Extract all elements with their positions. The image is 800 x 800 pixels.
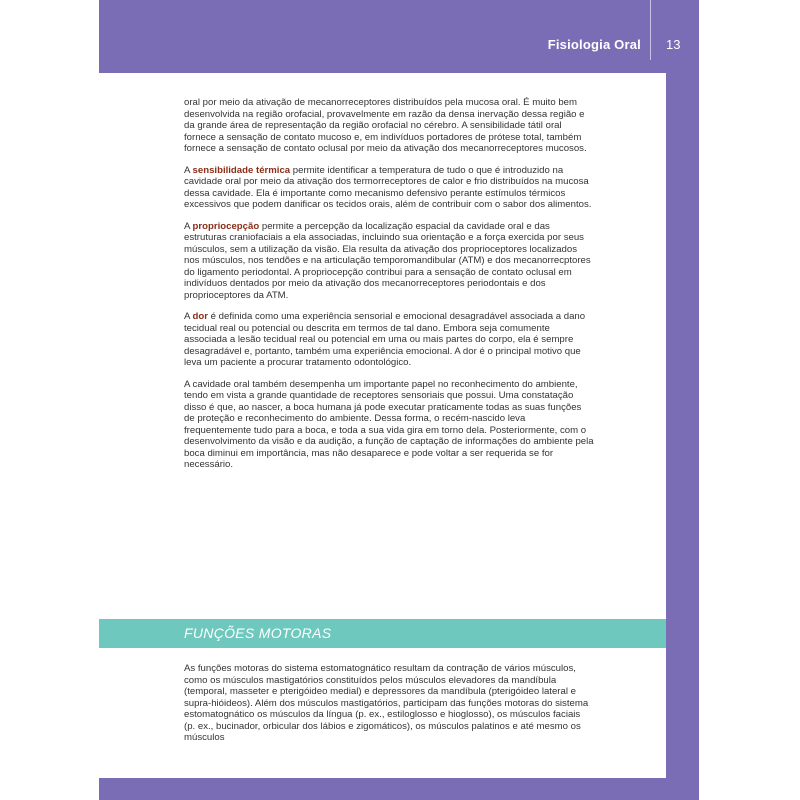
paragraph-proprioception [184,221,594,302]
body-text [184,97,594,471]
section-banner [99,619,666,648]
term-thermal-sensitivity: sensibilidade térmica [192,164,291,176]
paragraph-text: é definida como uma experiência sensorial e emocional desagradável associada a dano tecidual real ou potencial ou descrita em termos de tal dano. Embora seja comumente associada a lesão tecidual real ou potencial em uma ou mais partes do corpo, ela é sempre desagradável e, portanto, também uma experiência emocional. A dor é o principal motivo que leva um paciente a procurar tratamento odontológico. [184,311,586,368]
page-frame [99,0,699,800]
paragraph-environment [184,379,594,471]
term-proprioception: propriocepção [192,220,260,232]
paragraph-motor-functions: As funções motoras do sistema estomatognático resultam da contração de vários músculos, como os músculos mastigatórios constituídos pelos músculos elevadores da mandíbula (temporal, masseter e pterigóideo medial) e depressores da mandíbula (pterigóideo lateral e supra-hióideos). Além dos músculos mastigatórios, participam das funções motoras do sistema estomatognático os músculos da língua (p. ex., estiloglosso e hioglosso), os músculos faciais (p. ex., bucinador, orbicular dos lábios e zigomáticos), os músculos palatinos e até mesmo os músculos [184,663,589,743]
section-title: FUNÇÕES MOTORAS [184,625,332,641]
paragraph-pain [184,311,594,369]
paragraph-lead: A [184,311,193,322]
section-body [184,663,594,744]
paragraph-thermal [184,165,594,211]
paragraph-text: permite identificar a temperatura de tudo o que é introduzido na cavidade oral por meio da ativação dos termorreceptores de calor e frio distribuídos na mucosa dessa cavidade. Ela é importante como mecanismo defensivo perante estímulos térmicos excessivos que podem danificar os tecidos orais, além de contribuir com o sabor dos alimentos. [184,164,592,210]
paragraph-text: oral por meio da ativação de mecanorreceptores distribuídos pela mucosa oral. É muito bem desenvolvida na região orofacial, provavelmente em razão da densa inervação dessa região e da grande área de representação da região orofacial no cérebro. A sensibilidade tátil oral fornece a sensação de contato mucoso e, em indivíduos portadores de prótese total, também fornece a sensação de contato oclusal por meio da ativação dos mecanorreceptores mucosos. [184,97,587,154]
paragraph-lead: A [184,220,193,232]
running-title: Fisiologia Oral [547,37,641,52]
paragraph-tactile [184,97,594,155]
header-divider [650,0,651,60]
page-sheet [99,73,666,778]
paragraph-text: permite a percepção da localização espacial da cavidade oral e das estruturas craniofaciais a ela associadas, incluindo sua orientação e a força exercida por seus músculos, sem a utilização da visão. Ela resulta da ativação dos proprioceptores localizados nos músculos, nos tendões e na articulação temporomandibular (ATM) e dos mecanorrecptores do ligamento periodontal. A propriocepção contribui para a sensação de contato oclusal em indivíduos dentados por meio da ativação dos mecanorreceptores periodontais e dos proprioceptores da ATM. [184,220,591,301]
paragraph-lead: A [184,164,193,176]
page-header [99,0,699,73]
page-number: 13 [666,37,681,52]
term-pain: dor [192,311,209,322]
paragraph-text: A cavidade oral também desempenha um importante papel no reconhecimento do ambiente, tendo em vista a grande quantidade de receptores sensoriais que possui. Uma constatação disso é que, ao nascer, a boca humana já pode executar praticamente todas as suas funções de proteção e reconhecimento do ambiente. Dessa forma, o recém-nascido leva frequentemente tudo para a boca, e toda a sua vida gira em torno dela. Posteriormente, com o desenvolvimento da visão e da audição, a função de captação de informações do ambiente pela boca diminui em importância, mas não desaparece e pode voltar a ser requerida se for necessário. [184,378,594,470]
